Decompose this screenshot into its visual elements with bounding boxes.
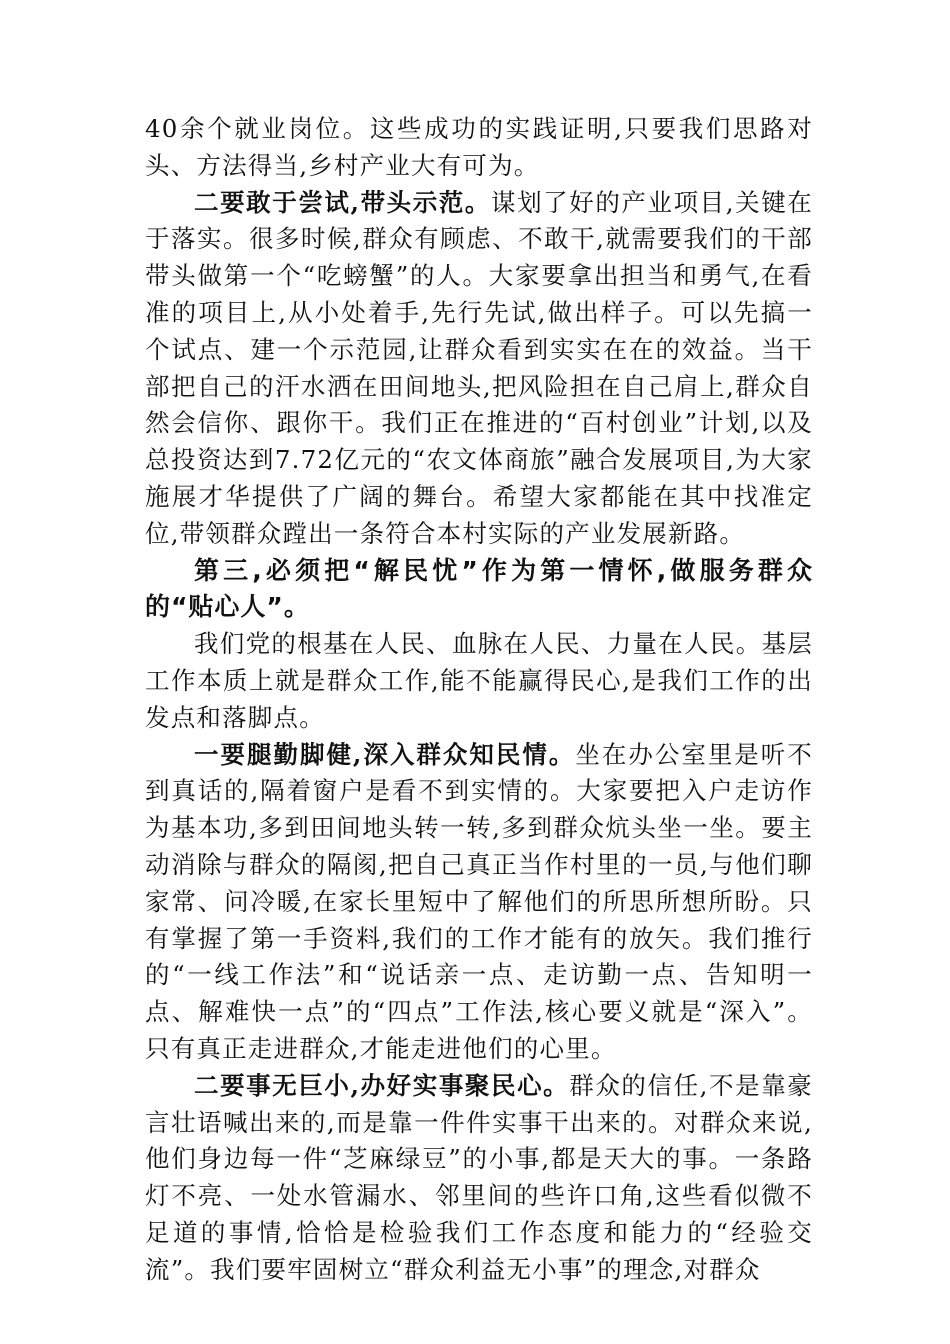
paragraph-text: 群众的信任,不是靠豪言壮语喊出来的,而是靠一件件实事干出来的。对群众来说,他们身边每一件“芝麻绿豆”的小事,都是天大的事。一条路灯不亮、一处水管漏水、邻里间的些许口角,这些看似微不足道的事情,恰恰是检验我们工作态度和能力的“经验交流”。我们要牢固树立“群众利益无小事”的理念,对群众 [145,1070,813,1284]
paragraph-lead: 二要事无巨小,办好实事聚民心。 [194,1070,570,1100]
paragraph-lead: 二要敢于尝试,带头示范。 [194,187,492,217]
paragraph-intro [145,626,813,736]
paragraph-text: 40余个就业岗位。这些成功的实践证明,只要我们思路对头、方法得当,乡村产业大有可为。 [145,114,813,180]
document-page [145,111,813,1289]
paragraph-practical-matters [145,1068,813,1289]
paragraph-text: 坐在办公室里是听不到真话的,隔着窗户是看不到实情的。大家要把入户走访作为基本功,多到田间地头转一转,多到群众炕头坐一坐。要主动消除与群众的隔阂,把自己真正当作村里的一员,与他们聊家常、问冷暖,在家长里短中了解他们的所思所想所盼。只有掌握了第一手资料,我们的工作才能有的放矢。我们推行的“一线工作法”和“说话亲一点、走访勤一点、告知明一点、解难快一点”的“四点”工作法,核心要义就是“深入”。只有真正走进群众,才能走进他们的心里。 [145,739,813,1063]
paragraph-text: 谋划了好的产业项目,关键在于落实。很多时候,群众有顾虑、不敢干,就需要我们的干部带头做第一个“吃螃蟹”的人。大家要拿出担当和勇气,在看准的项目上,从小处着手,先行先试,做出样子。可以先搞一个试点、建一个示范园,让群众看到实实在在的效益。当干部把自己的汗水洒在田间地头,把风险担在自己肩上,群众自然会信你、跟你干。我们正在推进的“百村创业”计划,以及总投资达到7.72亿元的“农文体商旅”融合发展项目,为大家施展才华提供了广阔的舞台。希望大家都能在其中找准定位,带领群众蹚出一条符合本村实际的产业发展新路。 [145,187,813,548]
paragraph-lead: 一要腿勤脚健,深入群众知民情。 [194,739,576,769]
paragraph-text: 我们党的根基在人民、血脉在人民、力量在人民。基层工作本质上就是群众工作,能不能赢得民心,是我们工作的出发点和落脚点。 [145,629,813,732]
paragraph-dare-to-try [145,185,813,553]
section-heading-third: 第三,必须把“解民忧”作为第一情怀,做服务群众的“贴心人”。 [145,555,813,622]
paragraph-continuation [145,111,813,185]
paragraph-know-people [145,737,813,1068]
